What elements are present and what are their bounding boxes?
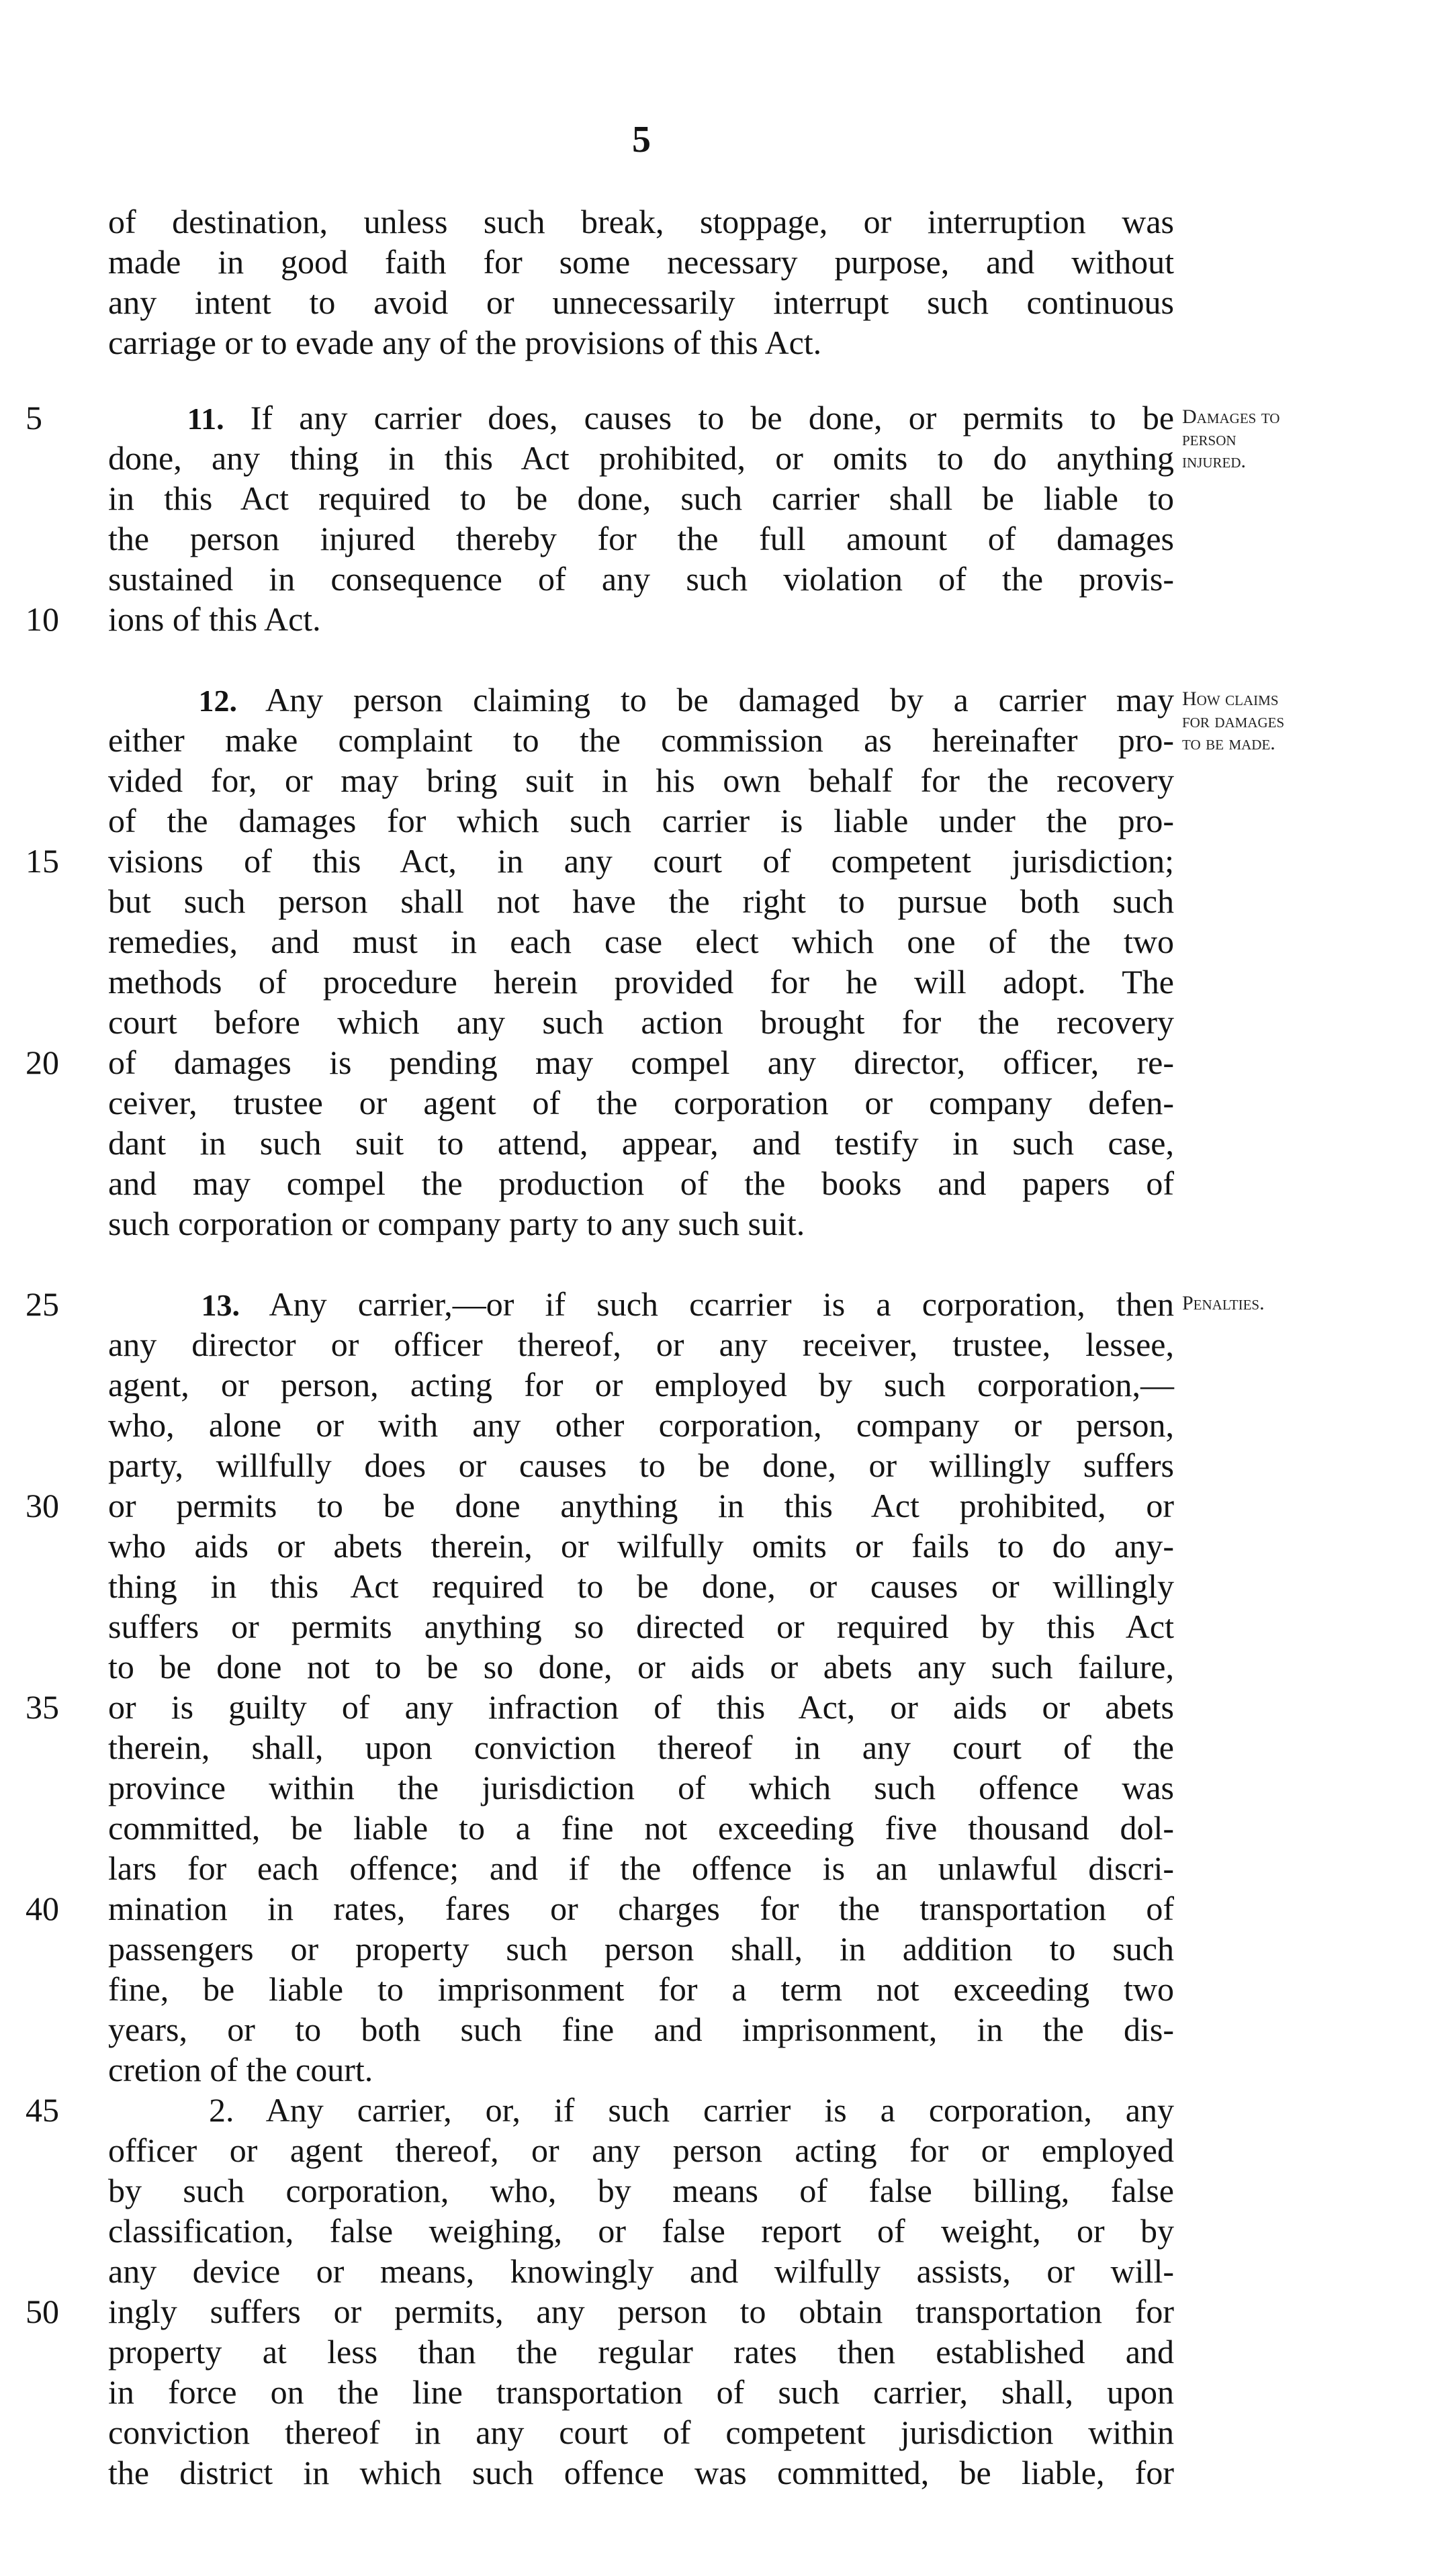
line-number: 25 [26, 1285, 59, 1323]
section-number: 11. [187, 402, 224, 436]
sidenote-line: How claims [1182, 688, 1279, 710]
section-12-opening: Any person claiming to be damaged by a carrier may [265, 681, 1175, 719]
sidenote-line: person [1182, 428, 1237, 450]
line-number: 15 [26, 842, 59, 880]
line-number: 5 [26, 399, 42, 436]
text-line: or is guilty of any infraction of this Act, or aids or abets [108, 1688, 1174, 1726]
text-line: agent, or person, acting for or employed by such corporation,— [108, 1366, 1174, 1404]
text-line: either make complaint to the commission as hereinafter pro- [108, 721, 1174, 759]
text-line: classification, false weighing, or false report of weight, or by [108, 2212, 1174, 2250]
text-line: ions of this Act. [108, 600, 321, 638]
text-line: ceiver, trustee or agent of the corporation or company defen- [108, 1084, 1174, 1121]
section-11-first-line [108, 398, 1174, 438]
text-line: fine, be liable to imprisonment for a term not exceeding two [108, 1970, 1174, 2008]
text-line: officer or agent thereof, or any person acting for or employed [108, 2131, 1174, 2169]
sidenote-damages-to-person-injured [1182, 406, 1404, 472]
text-line: of destination, unless such break, stoppage, or interruption was [108, 203, 1174, 240]
section-11-opening: If any carrier does, causes to be done, or permits to be [250, 399, 1175, 436]
sidenote-penalties [1182, 1292, 1404, 1314]
section-13-first-line [108, 1284, 1174, 1324]
text-line: cretion of the court. [108, 2051, 373, 2088]
line-number: 40 [26, 1890, 59, 1927]
sidenote-how-claims-for-damages [1182, 688, 1404, 754]
sidenote-line: injured. [1182, 450, 1246, 472]
text-line: or permits to be done anything in this Act prohibited, or [108, 1487, 1174, 1524]
text-line: in this Act required to be done, such carrier shall be liable to [108, 479, 1174, 517]
line-number: 50 [26, 2293, 59, 2330]
text-line: court before which any such action brought for the recovery [108, 1003, 1174, 1041]
text-line: property at less than the regular rates then established and [108, 2333, 1174, 2371]
text-line: therein, shall, upon conviction thereof in any court of the [108, 1729, 1174, 1766]
sidenote-line: Penalties. [1182, 1292, 1265, 1314]
text-line: sustained in consequence of any such violation of the provis- [108, 560, 1174, 598]
text-line: ingly suffers or permits, any person to obtain transportation for [108, 2293, 1174, 2330]
text-line: lars for each offence; and if the offence is an unlawful discri- [108, 1849, 1174, 1887]
text-line: but such person shall not have the right to pursue both such [108, 882, 1174, 920]
section-number: 12. [198, 684, 237, 718]
line-number: 10 [26, 600, 59, 638]
text-line: any intent to avoid or unnecessarily interrupt such continuous [108, 283, 1174, 321]
text-line: years, or to both such fine and imprisonment, in the dis- [108, 2011, 1174, 2048]
text-line: committed, be liable to a fine not exceeding five thousand dol- [108, 1809, 1174, 1847]
subsection-2-opening: 2. Any carrier, or, if such carrier is a corporation, any [208, 2091, 1175, 2129]
text-line: the district in which such offence was committed, be liable, for [108, 2454, 1174, 2491]
text-line [108, 2090, 1174, 2130]
text-line: carriage or to evade any of the provisions of this Act. [108, 324, 822, 361]
section-12-first-line [108, 680, 1174, 720]
section-number: 13. [201, 1288, 240, 1322]
line-number: 35 [26, 1688, 59, 1726]
text-line: mination in rates, fares or charges for the transportation of [108, 1890, 1174, 1927]
text-line: and may compel the production of the books and papers of [108, 1164, 1174, 1202]
text-line: party, willfully does or causes to be done, or willingly suffers [108, 1446, 1174, 1484]
text-line: made in good faith for some necessary purpose, and without [108, 243, 1174, 281]
sidenote-line: for damages [1182, 710, 1285, 732]
text-line: thing in this Act required to be done, or causes or willingly [108, 1567, 1174, 1605]
text-line: of damages is pending may compel any director, officer, re- [108, 1044, 1174, 1081]
text-line: who aids or abets therein, or wilfully omits or fails to do any- [108, 1527, 1174, 1565]
page-number: 5 [632, 119, 651, 160]
line-number: 20 [26, 1044, 59, 1081]
text-line: conviction thereof in any court of competent jurisdiction within [108, 2413, 1174, 2451]
text-line: dant in such suit to attend, appear, and testify in such case, [108, 1124, 1174, 1162]
text-line: province within the jurisdiction of which such offence was [108, 1769, 1174, 1806]
line-number: 30 [26, 1487, 59, 1524]
section-13-opening: Any carrier,—or if such ccarrier is a corporation, then [269, 1285, 1175, 1323]
text-line: in force on the line transportation of such carrier, shall, upon [108, 2373, 1174, 2411]
text-line: the person injured thereby for the full amount of damages [108, 520, 1174, 557]
text-line: methods of procedure herein provided for he will adopt. The [108, 963, 1174, 1001]
text-line: who, alone or with any other corporation, company or person, [108, 1406, 1174, 1444]
text-line: visions of this Act, in any court of competent jurisdiction; [108, 842, 1174, 880]
text-line: vided for, or may bring suit in his own behalf for the recovery [108, 762, 1174, 799]
text-line: passengers or property such person shall, in addition to such [108, 1930, 1174, 1968]
text-line: any director or officer thereof, or any receiver, trustee, lessee, [108, 1326, 1174, 1363]
sidenote-line: to be made. [1182, 732, 1275, 754]
text-line: any device or means, knowingly and wilfully assists, or will- [108, 2252, 1174, 2290]
text-line: done, any thing in this Act prohibited, or omits to do anything [108, 439, 1174, 477]
line-number: 45 [26, 2091, 59, 2129]
text-line: suffers or permits anything so directed or required by this Act [108, 1608, 1174, 1645]
text-line: of the damages for which such carrier is liable under the pro- [108, 802, 1174, 839]
text-line: by such corporation, who, by means of false billing, false [108, 2172, 1174, 2209]
text-line: to be done not to be so done, or aids or abets any such failure, [108, 1648, 1174, 1686]
sidenote-line: Damages to [1182, 406, 1280, 428]
text-line: such corporation or company party to any such suit. [108, 1205, 805, 1242]
text-line: remedies, and must in each case elect which one of the two [108, 923, 1174, 960]
